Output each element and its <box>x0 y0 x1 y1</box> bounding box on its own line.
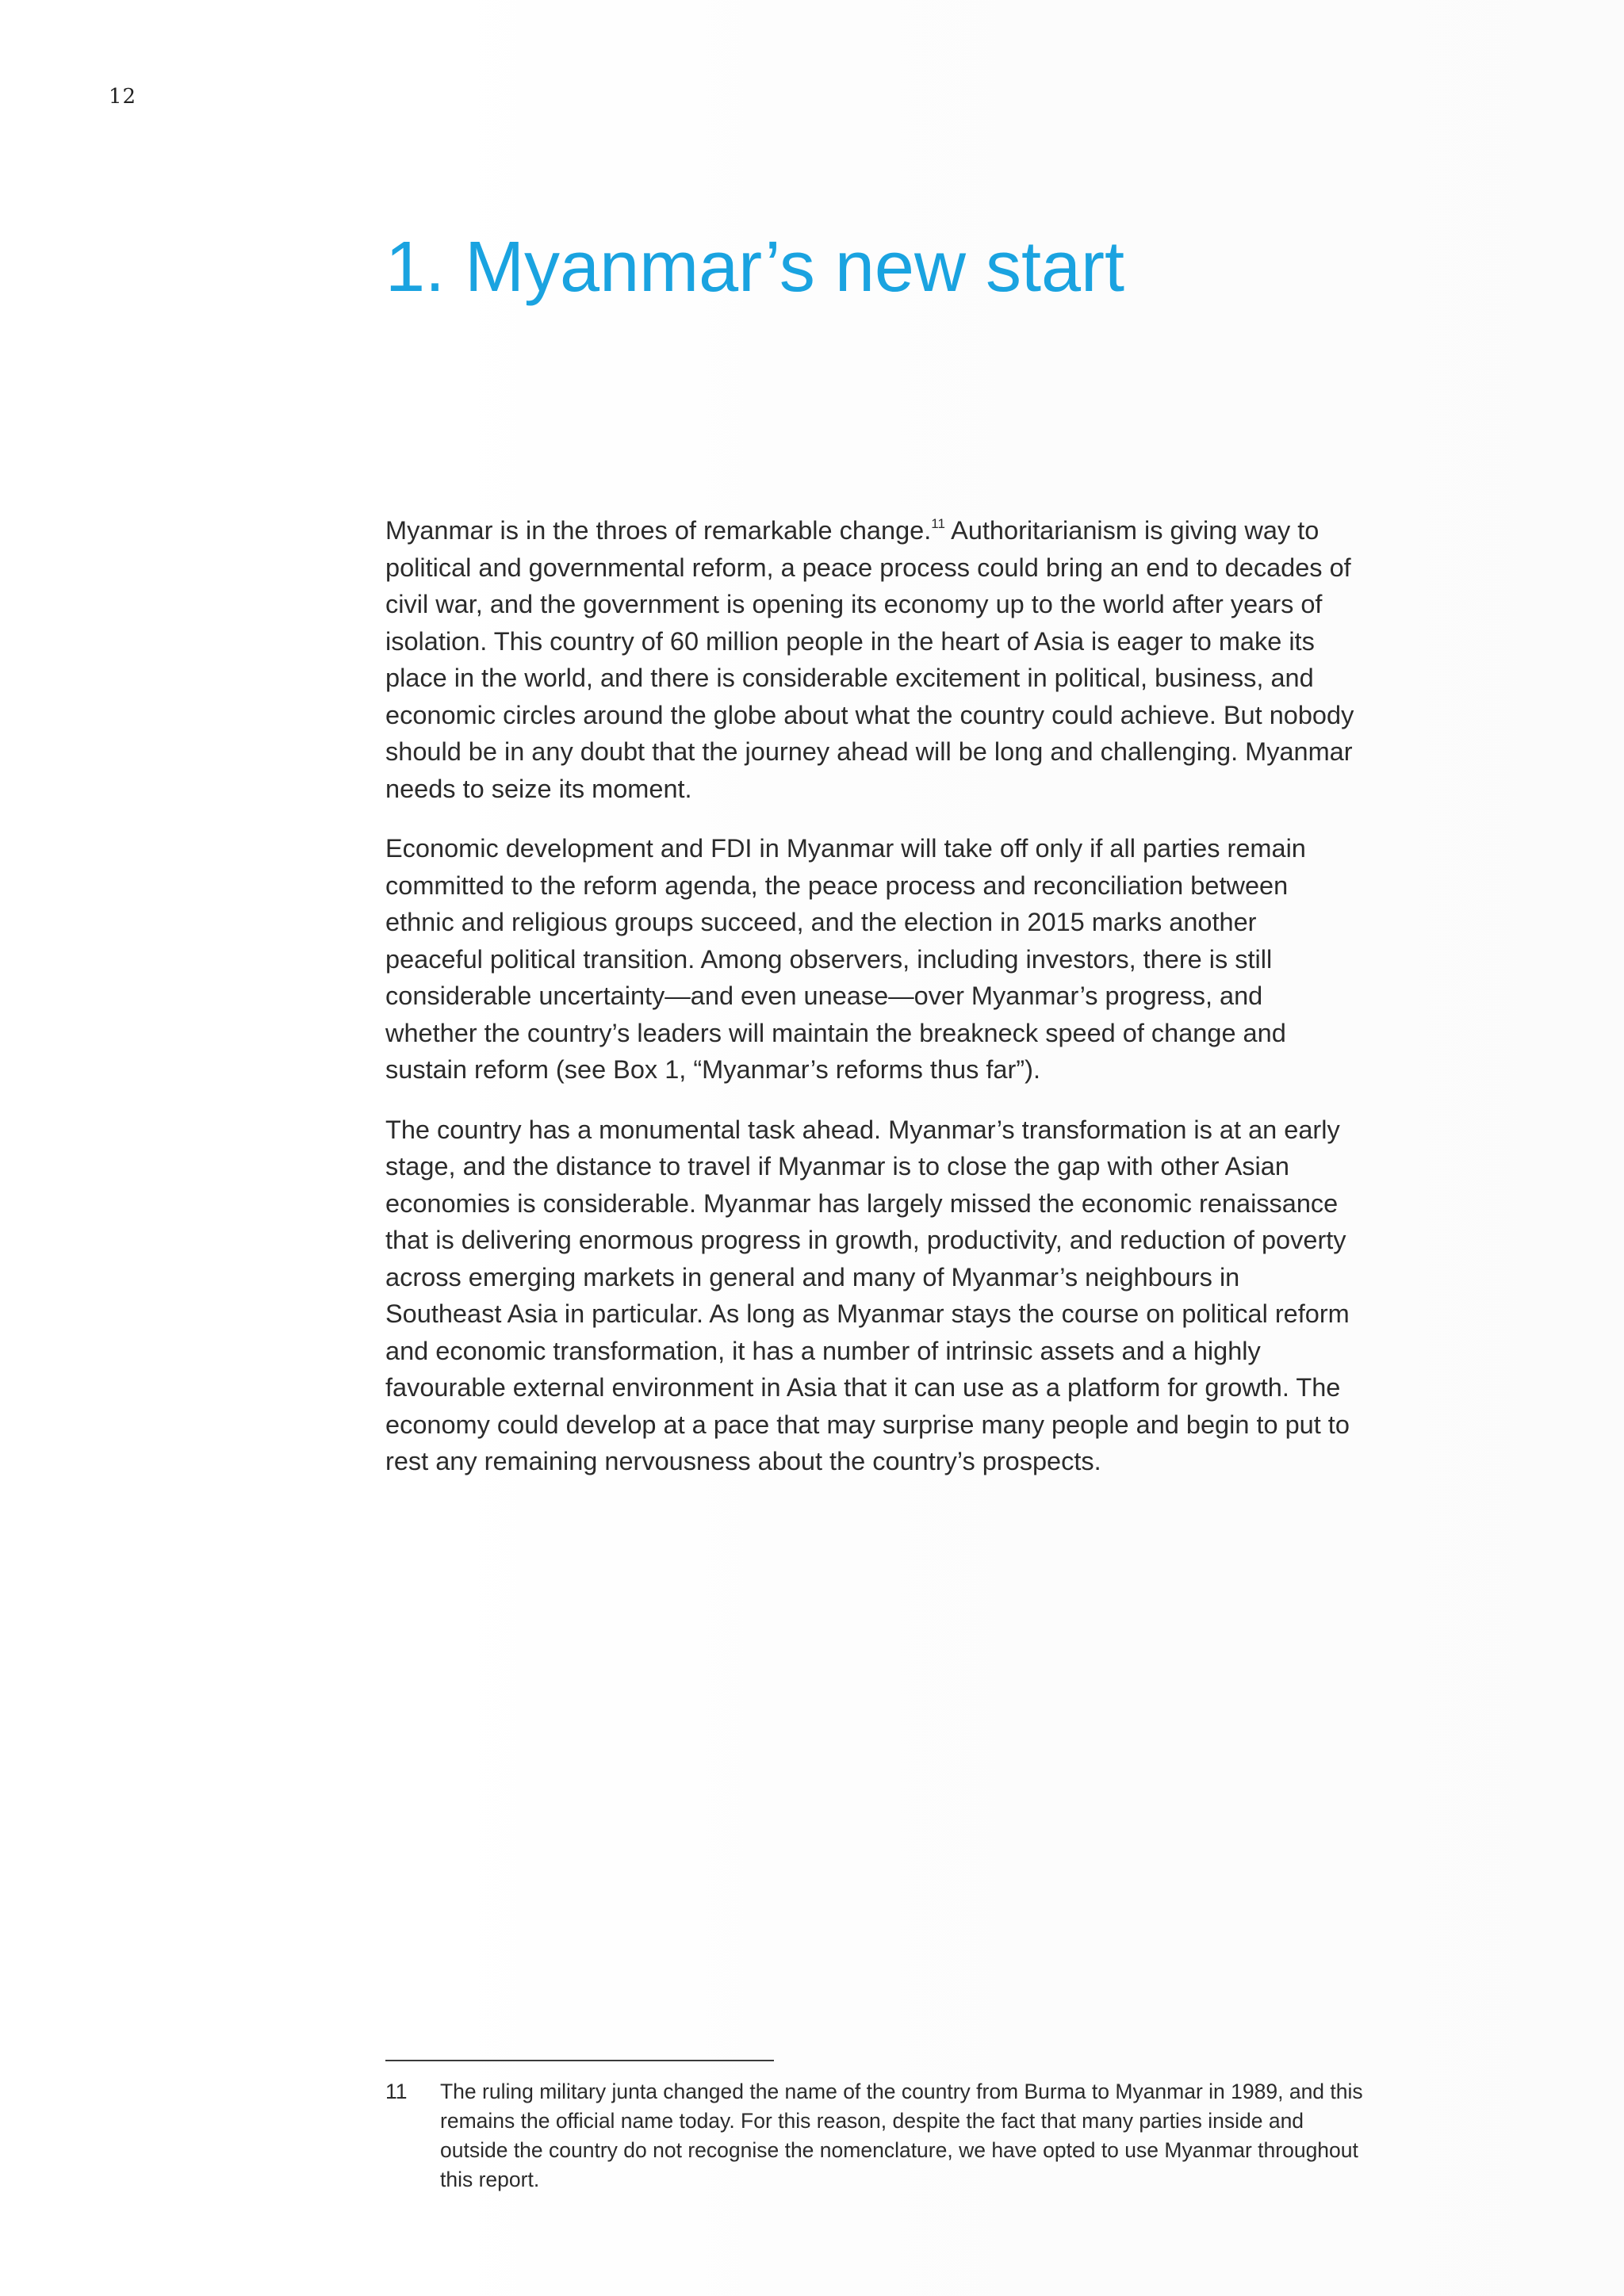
chapter-title: 1. Myanmar’s new start <box>385 228 1124 307</box>
paragraph-2: Economic development and FDI in Myanmar will take off only if all parties remain committed to the reform agenda, the peace process and reconciliation between ethnic and religious groups succeed, and the election in 2015 marks another peaceful political transition. Among observers, including investors, there is still considerable uncertainty—and even unease—over Myanmar’s progress, and whether the country’s leaders will maintain the breakneck speed of change and sustain reform (see Box 1, “Myanmar’s reforms thus far”). <box>385 834 1306 1084</box>
paragraph-3: The country has a monumental task ahead. Myanmar’s transformation is at an early stage, and the distance to travel if Myanmar is to close the gap with other Asian economies is considerable. Myanmar has largely missed the economic renaissance that is delivering enormous progress in growth, productivity, and reduction of poverty across emerging markets in general and many of Myanmar’s neighbours in Southeast Asia in particular. As long as Myanmar stays the course on political reform and economic transformation, it has a number of intrinsic assets and a highly favourable external environment in Asia that it can use as a platform for growth. The economy could develop at a pace that may surprise many people and begin to put to rest any remaining nervousness about the country’s prospects. <box>385 1115 1350 1475</box>
paragraph-1 <box>385 512 1361 807</box>
footnote-reference[interactable]: 11 <box>931 516 945 531</box>
footnote <box>385 2077 1369 2195</box>
footnote-divider <box>385 2060 774 2061</box>
paragraph-1-rest: Authoritarianism is giving way to political and governmental reform, a peace process could bring an end to decades of civil war, and the government is opening its economy up to the world after years of isolation. This country of 60 million people in the heart of Asia is eager to make its place in the world, and there is considerable excitement in political, business, and economic circles around the globe about what the country could achieve. But nobody should be in any doubt that the journey ahead will be long and challenging. Myanmar needs to seize its moment. <box>385 516 1354 803</box>
footnote-text: The ruling military junta changed the name of the country from Burma to Myanmar in 1989, and this remains the official name today. For this reason, despite the fact that many parties inside and outside the country do not recognise the nomenclature, we have opted to use Myanmar throughout this report. <box>440 2080 1363 2191</box>
page-number: 12 <box>109 85 137 109</box>
footnote-number: 11 <box>385 2080 408 2103</box>
paragraph-1-lead: Myanmar is in the throes of remarkable change. <box>385 516 932 545</box>
body-text <box>385 512 1361 1503</box>
